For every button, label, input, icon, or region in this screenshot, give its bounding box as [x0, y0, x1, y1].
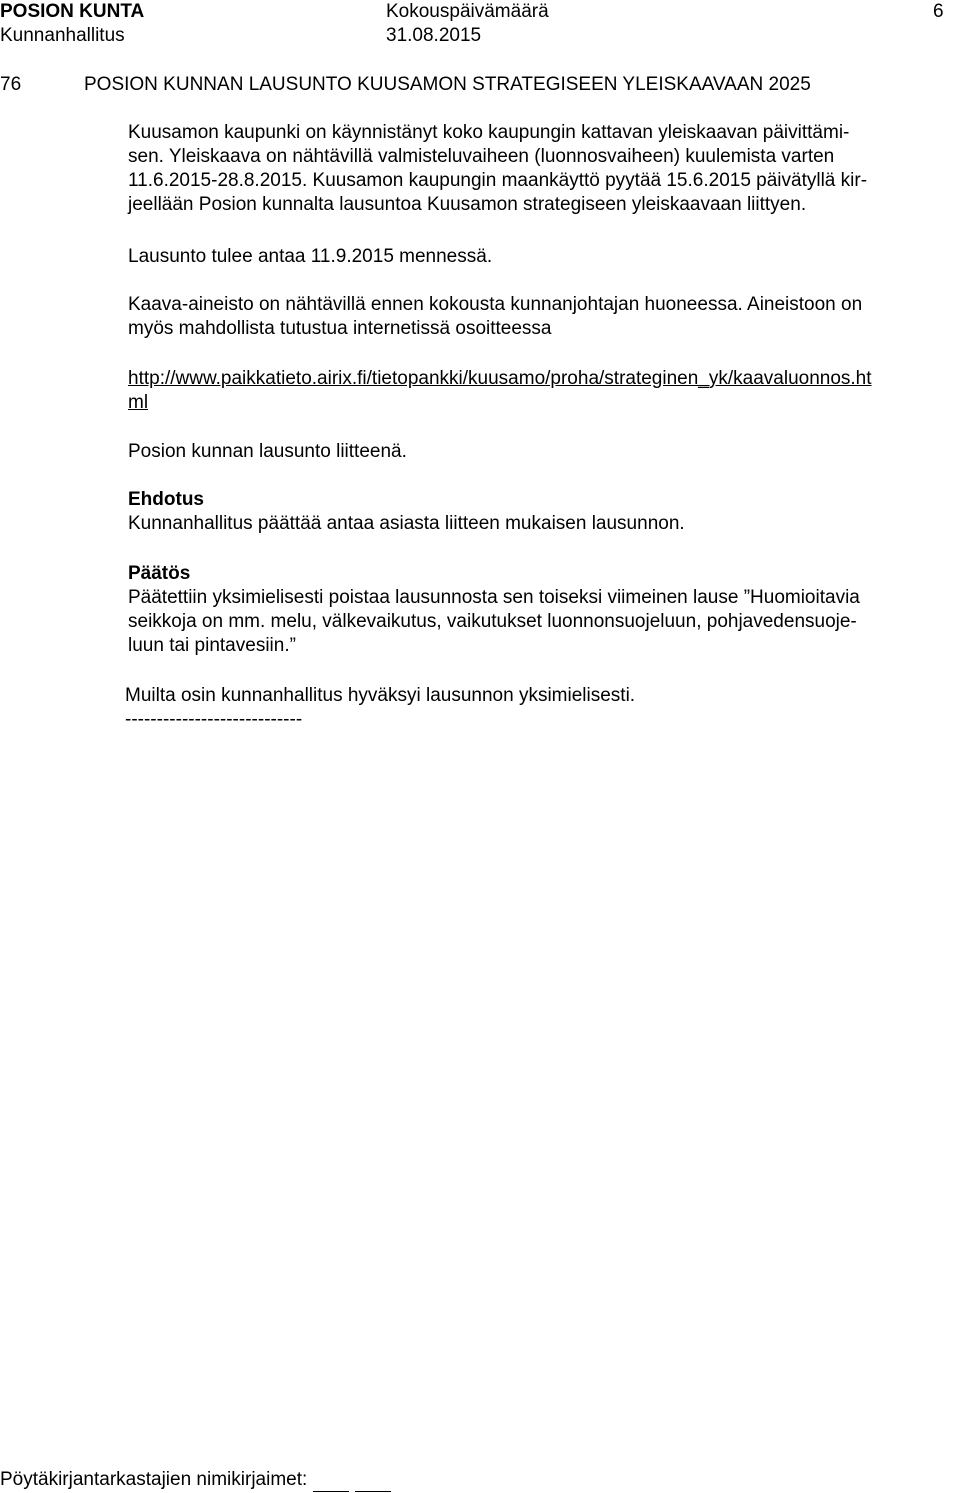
intro-line-1: Kuusamon kaupunki on käynnistänyt koko kaupungin kattavan yleiskaavan päivittämi-	[128, 122, 850, 143]
intro-line-2: sen. Yleiskaava on nähtävillä valmisteluvaiheen (luonnosvaiheen) kuulemista varten	[128, 146, 835, 167]
material-line-1: Kaava-aineisto on nähtävillä ennen kokousta kunnanjohtajan huoneessa. Aineistoon on	[128, 294, 863, 315]
intro-line-4: jeellään Posion kunnalta lausuntoa Kuusamon strategiseen yleiskaavaan liittyen.	[128, 194, 807, 215]
decision-final-text: Muilta osin kunnanhallitus hyväksyi lausunnon yksimielisesti.	[125, 685, 636, 706]
signature-blank-2	[355, 1474, 391, 1492]
section-number: 76	[0, 74, 22, 95]
signature-label: Pöytäkirjantarkastajien nimikirjaimet:	[0, 1469, 308, 1490]
signature-blank-1	[313, 1474, 349, 1492]
intro-paragraph	[128, 121, 954, 217]
meeting-date: 31.08.2015	[386, 25, 482, 46]
attachment-paragraph: Posion kunnan lausunto liitteenä.	[128, 441, 407, 462]
decision-text	[128, 586, 954, 658]
page-number: 6	[933, 1, 944, 22]
material-paragraph	[128, 293, 954, 341]
material-link-line-2[interactable]: ml	[128, 392, 149, 413]
signature-footer	[0, 1468, 391, 1492]
proposal-heading: Ehdotus	[128, 489, 204, 510]
decision-line-1: Päätettiin yksimielisesti poistaa lausunnosta sen toiseksi viimeinen lause ”Huomioitavia	[128, 587, 860, 608]
material-link[interactable]	[128, 367, 954, 415]
section-title: POSION KUNNAN LAUSUNTO KUUSAMON STRATEGISEEN YLEISKAAVAAN 2025	[84, 74, 811, 95]
date-label: Kokouspäivämäärä	[386, 1, 549, 22]
decision-line-3: luun tai pintavesiin.”	[128, 635, 296, 656]
decision-line-2: seikkoja on mm. melu, välkevaikutus, vaikutukset luonnonsuojeluun, pohjavedensuoje-	[128, 611, 857, 632]
body-name: Kunnanhallitus	[0, 25, 125, 46]
org-name: POSION KUNTA	[0, 1, 145, 22]
material-link-line-1[interactable]: http://www.paikkatieto.airix.fi/tietopankki/kuusamo/proha/strateginen_yk/kaavaluonnos.ht	[128, 368, 872, 389]
decision-heading: Päätös	[128, 563, 191, 584]
separator-line: ----------------------------	[125, 709, 303, 730]
proposal-text: Kunnanhallitus päättää antaa asiasta liitteen mukaisen lausunnon.	[128, 513, 685, 534]
material-line-2: myös mahdollista tutustua internetissä osoitteessa	[128, 318, 552, 339]
deadline-paragraph: Lausunto tulee antaa 11.9.2015 mennessä.	[128, 246, 493, 267]
intro-line-3: 11.6.2015-28.8.2015. Kuusamon kaupungin maankäyttö pyytää 15.6.2015 päivätyllä kir-	[128, 170, 868, 191]
